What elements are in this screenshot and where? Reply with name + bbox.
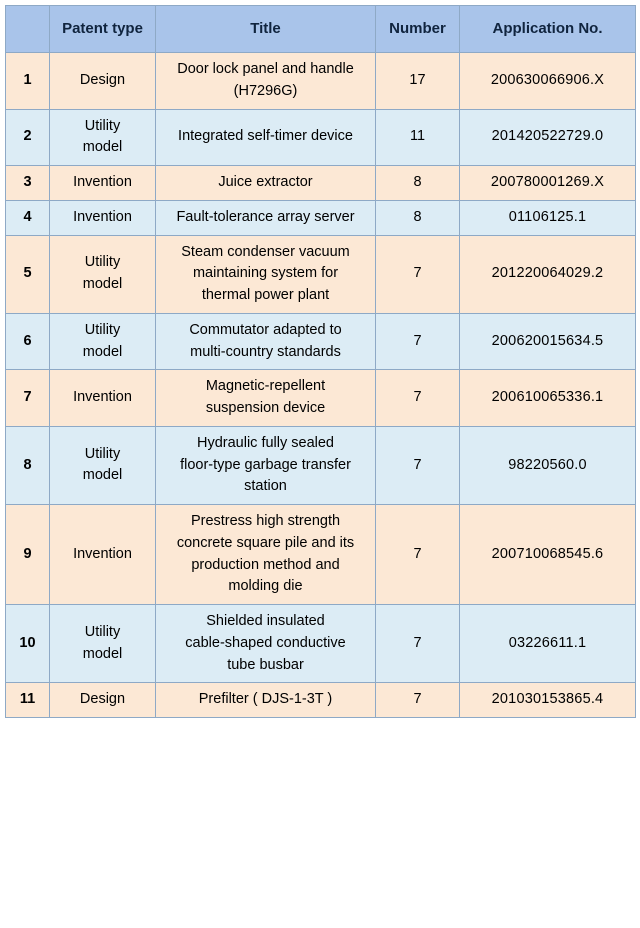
patent-type-line: Utility <box>84 623 121 640</box>
column-header-index <box>6 6 50 53</box>
column-header-title: Title <box>156 6 376 53</box>
cell-number: 7 <box>376 683 460 718</box>
table-row <box>6 235 636 313</box>
title-line: Integrated self-timer device <box>178 128 353 145</box>
cell-patent-type <box>50 313 156 370</box>
title-line: molding die <box>228 578 303 595</box>
cell-patent-type <box>50 200 156 235</box>
cell-title <box>156 370 376 427</box>
cell-title <box>156 235 376 313</box>
cell-patent-type <box>50 235 156 313</box>
cell-number: 7 <box>376 505 460 605</box>
cell-patent-type <box>50 370 156 427</box>
table-row <box>6 683 636 718</box>
title-line: floor-type garbage transfer <box>180 456 351 473</box>
cell-title <box>156 109 376 166</box>
title-line: Magnetic-repellent <box>205 378 326 395</box>
cell-number: 17 <box>376 53 460 110</box>
row-index: 5 <box>6 235 50 313</box>
patent-type-line: Invention <box>73 545 132 562</box>
cell-title <box>156 683 376 718</box>
table-row <box>6 505 636 605</box>
title-line: suspension device <box>205 400 326 416</box>
patent-type-line: Utility <box>84 445 121 462</box>
cell-number: 7 <box>376 426 460 504</box>
column-header-number: Number <box>376 6 460 53</box>
table-header <box>6 6 636 53</box>
cell-number: 11 <box>376 109 460 166</box>
cell-application-no: 200710068545.6 <box>460 505 636 605</box>
cell-patent-type <box>50 426 156 504</box>
table-row <box>6 605 636 683</box>
patent-type-line: Invention <box>73 208 132 225</box>
row-index: 6 <box>6 313 50 370</box>
patent-type-line: Utility <box>84 254 121 271</box>
title-line: Hydraulic fully sealed <box>196 434 334 451</box>
title-line: production method and <box>191 556 340 573</box>
patent-type-line: model <box>82 645 123 662</box>
column-header-application-no: Application No. <box>460 6 636 53</box>
cell-title <box>156 505 376 605</box>
column-header-patent-type: Patent type <box>50 6 156 53</box>
title-line: tube busbar <box>227 656 304 673</box>
table-row <box>6 200 636 235</box>
table-row <box>6 370 636 427</box>
title-line: Prefilter ( DJS-1-3T ) <box>198 691 333 708</box>
patent-type-line: Invention <box>73 174 132 190</box>
row-index: 11 <box>6 683 50 718</box>
cell-patent-type <box>50 109 156 166</box>
title-line: multi-country standards <box>190 343 341 360</box>
patent-type-line: Utility <box>84 117 121 134</box>
cell-patent-type <box>50 166 156 201</box>
cell-number: 7 <box>376 313 460 370</box>
patent-type-line: Utility <box>84 321 121 338</box>
title-line: Juice extractor <box>218 174 313 190</box>
title-line: Fault-tolerance array server <box>176 208 355 225</box>
cell-title <box>156 605 376 683</box>
title-line: Prestress high strength <box>190 513 341 529</box>
table-body <box>6 53 636 718</box>
cell-application-no: 201220064029.2 <box>460 235 636 313</box>
cell-patent-type <box>50 53 156 110</box>
row-index: 8 <box>6 426 50 504</box>
cell-title <box>156 53 376 110</box>
cell-application-no: 98220560.0 <box>460 426 636 504</box>
title-line: Commutator adapted to <box>189 321 342 338</box>
patent-table <box>5 5 636 718</box>
cell-patent-type <box>50 505 156 605</box>
cell-number: 8 <box>376 200 460 235</box>
cell-number: 7 <box>376 370 460 427</box>
patent-type-line: Design <box>79 71 126 88</box>
row-index: 10 <box>6 605 50 683</box>
cell-application-no: 201420522729.0 <box>460 109 636 166</box>
table-row <box>6 53 636 110</box>
patent-type-line: Design <box>79 691 126 708</box>
patent-type-line: model <box>82 276 123 293</box>
cell-number: 7 <box>376 235 460 313</box>
patent-type-line: Invention <box>73 389 132 406</box>
table-row <box>6 109 636 166</box>
title-line: cable-shaped conductive <box>185 634 346 651</box>
cell-application-no: 200620015634.5 <box>460 313 636 370</box>
cell-application-no: 01106125.1 <box>460 200 636 235</box>
row-index: 9 <box>6 505 50 605</box>
cell-title <box>156 200 376 235</box>
cell-application-no: 200610065336.1 <box>460 370 636 427</box>
row-index: 7 <box>6 370 50 427</box>
cell-application-no: 200630066906.X <box>460 53 636 110</box>
title-line: concrete square pile and its <box>176 534 355 551</box>
table-row <box>6 166 636 201</box>
header-row <box>6 6 636 53</box>
cell-application-no: 200780001269.X <box>460 166 636 201</box>
row-index: 3 <box>6 166 50 201</box>
row-index: 4 <box>6 200 50 235</box>
patent-type-line: model <box>82 139 123 156</box>
title-line: maintaining system for <box>192 265 339 282</box>
cell-number: 7 <box>376 605 460 683</box>
title-line: (H7296G) <box>233 82 298 99</box>
title-line: station <box>244 478 287 495</box>
title-line: Steam condenser vacuum <box>181 243 350 260</box>
cell-application-no: 03226611.1 <box>460 605 636 683</box>
cell-title <box>156 426 376 504</box>
cell-patent-type <box>50 683 156 718</box>
title-line: Door lock panel and handle <box>177 61 354 77</box>
cell-number: 8 <box>376 166 460 201</box>
cell-title <box>156 313 376 370</box>
cell-title <box>156 166 376 201</box>
table-row <box>6 426 636 504</box>
row-index: 2 <box>6 109 50 166</box>
cell-application-no: 201030153865.4 <box>460 683 636 718</box>
patent-type-line: model <box>82 343 123 360</box>
row-index: 1 <box>6 53 50 110</box>
cell-patent-type <box>50 605 156 683</box>
title-line: Shielded insulated <box>206 613 325 629</box>
title-line: thermal power plant <box>201 287 330 303</box>
patent-type-line: model <box>82 467 123 484</box>
table-row <box>6 313 636 370</box>
